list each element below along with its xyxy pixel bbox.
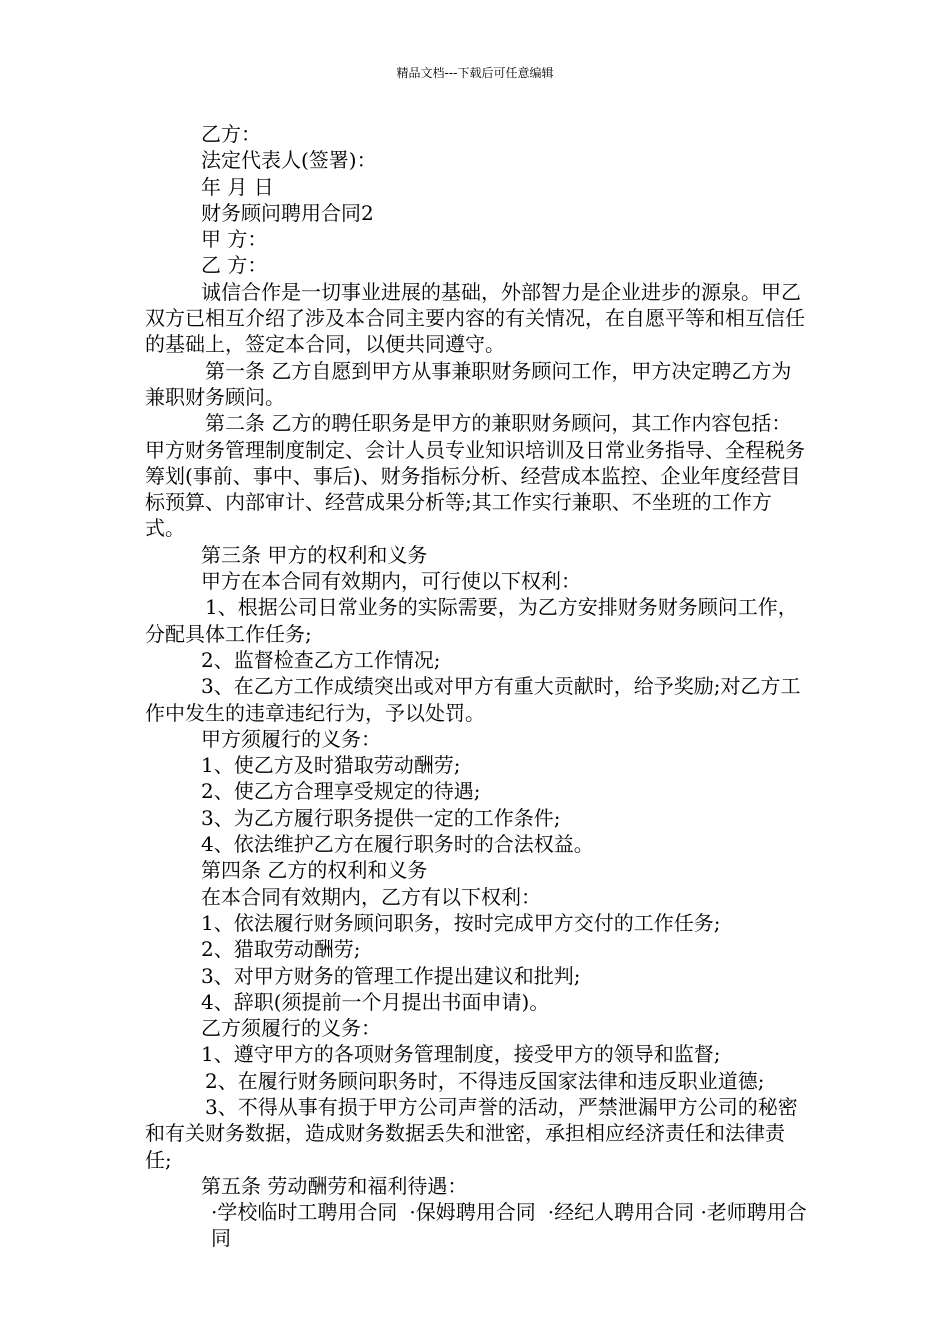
party-b-duty-1: 1、遵守甲方的各项财务管理制度，接受甲方的领导和监督;	[201, 1042, 721, 1067]
party-b-label: 乙方：	[201, 122, 261, 146]
document-body	[145, 121, 810, 1252]
party-a-duty-1: 1、使乙方及时猎取劳动酬劳;	[201, 753, 461, 778]
legal-rep-label: 法定代表人(签署)：	[201, 148, 377, 173]
party-a-right-1: 1、根据公司日常业务的实际需要，为乙方安排财务财务顾问工作，分配具体工作任务;	[145, 595, 798, 646]
party-a-duty-2: 2、使乙方合理享受规定的待遇;	[201, 779, 481, 804]
preamble-paragraph: 诚信合作是一切事业进展的基础，外部智力是企业进步的源泉。甲乙双方已相互介绍了涉及本合同主要内容的有关情况，在自愿平等和相互信任的基础上，签定本合同，以便共同遵守。	[145, 279, 805, 357]
party-a-rights-intro: 甲方在本合同有效期内，可行使以下权利：	[201, 569, 581, 594]
party-b-right-1: 1、依法履行财务顾问职务，按时完成甲方交付的工作任务;	[201, 910, 721, 935]
contract-title: 财务顾问聘用合同2	[201, 200, 374, 225]
date-label: 年 月 日	[201, 174, 274, 199]
related-link[interactable]: ·经纪人聘用合同	[547, 1200, 695, 1225]
article-4-heading: 第四条 乙方的权利和义务	[201, 858, 428, 883]
related-links	[145, 1199, 810, 1252]
article-3-heading: 第三条 甲方的权利和义务	[201, 542, 428, 567]
party-a-right-3: 3、在乙方工作成绩突出或对甲方有重大贡献时，给予奖励;对乙方工作中发生的违章违纪行为，予以处罚。	[145, 674, 801, 725]
party-b-duty-3: 3、不得从事有损于甲方公司声誉的活动，严禁泄漏甲方公司的秘密和有关财务数据，造成财务数据丢失和泄密，承担相应经济责任和法律责任;	[145, 1094, 798, 1172]
related-link[interactable]: ·保姆聘用合同	[409, 1200, 536, 1225]
party-a-duty-3: 3、为乙方履行职务提供一定的工作条件;	[201, 805, 561, 830]
party-b-right-3: 3、对甲方财务的管理工作提出建议和批判;	[201, 963, 581, 988]
party-a-right-2: 2、监督检查乙方工作情况;	[201, 647, 441, 672]
party-b-right-4: 4、辞职(须提前一个月提出书面申请)。	[201, 989, 550, 1014]
party-b-right-2: 2、猎取劳动酬劳;	[201, 937, 361, 962]
article-2: 第二条 乙方的聘任职务是甲方的兼职财务顾问，其工作内容包括：甲方财务管理制度制定、会计人员专业知识培训及日常业务指导、全程税务筹划(事前、事中、事后)、财务指标分析、经营成本监控、企业年度经营目标预算、内部审计、经营成果分析等;其工作实行兼职、不坐班的工作方式。	[145, 411, 805, 541]
party-b-duty-2: 2、在履行财务顾问职务时，不得违反国家法律和违反职业道德;	[205, 1068, 765, 1093]
page-header: 精品文档---下载后可任意编辑	[396, 66, 554, 80]
party-b-label-2: 乙 方：	[201, 253, 268, 278]
party-b-rights-intro: 在本合同有效期内，乙方有以下权利：	[201, 884, 541, 909]
party-b-duties-intro: 乙方须履行的义务：	[201, 1016, 381, 1041]
related-link[interactable]: ·老师聘用合同	[211, 1200, 807, 1251]
article-1: 第一条 乙方自愿到甲方从事兼职财务顾问工作，甲方决定聘乙方为兼职财务顾问。	[145, 358, 792, 409]
party-a-duties-intro: 甲方须履行的义务：	[201, 726, 381, 751]
related-link[interactable]: ·学校临时工聘用合同	[211, 1200, 398, 1225]
party-a-duty-4: 4、依法维护乙方在履行职务时的合法权益。	[201, 832, 594, 857]
party-a-label: 甲 方：	[201, 227, 268, 252]
article-5-heading: 第五条 劳动酬劳和福利待遇：	[201, 1173, 468, 1198]
